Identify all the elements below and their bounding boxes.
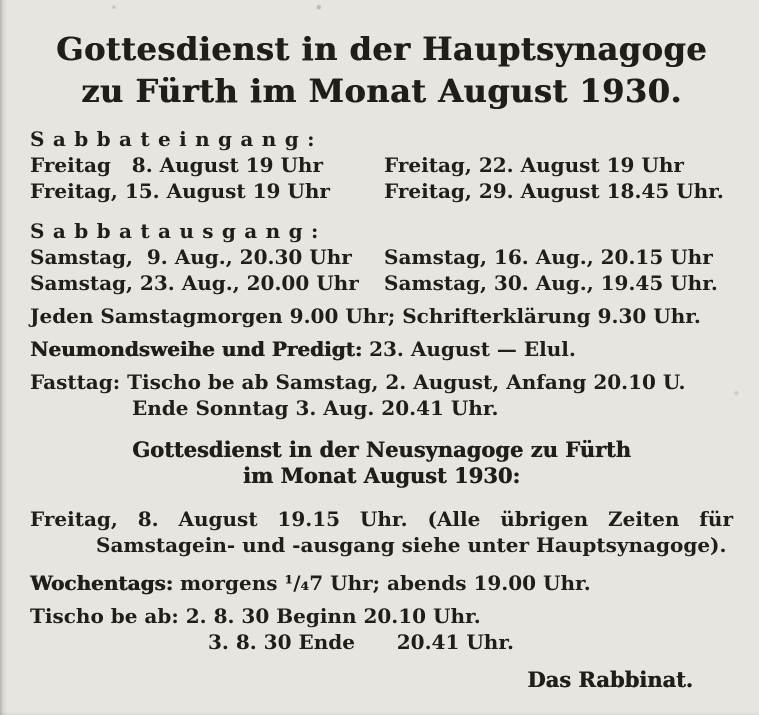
new-synagogue-title-line2: im Monat August 1930: xyxy=(242,463,521,488)
sabbath-exit-cell: Samstag, 30. Aug., 19.45 Uhr. xyxy=(384,271,718,295)
section-sabbath-exit xyxy=(30,218,733,329)
main-title-line2: zu Fürth im Monat August 1930. xyxy=(81,72,682,110)
sabbath-exit-cell: Samstag, 9. Aug., 20.30 Uhr xyxy=(30,245,352,269)
sabbath-entry-cell: Freitag, 15. August 19 Uhr xyxy=(30,179,330,203)
new-synagogue-title xyxy=(30,437,733,489)
sabbath-exit-cell: Samstag, 16. Aug., 20.15 Uhr xyxy=(384,245,713,269)
sabbath-exit-heading: Sabbatausgang: xyxy=(30,219,327,243)
fast-day-line1 xyxy=(30,369,733,395)
fast-day-line2: Ende Sonntag 3. Aug. 20.41 Uhr. xyxy=(132,396,499,420)
weekday-line xyxy=(30,570,733,596)
new-moon-value: 23. August — Elul. xyxy=(362,337,576,361)
tisha-bav-line1 xyxy=(30,603,733,629)
tisha-bav-block xyxy=(30,603,733,655)
weekday-value: morgens ¹/₄7 Uhr; abends 19.00 Uhr. xyxy=(172,571,591,596)
fast-day-value: Tischo be ab Samstag, 2. August, Anfang 20.10 U. xyxy=(120,370,686,394)
sabbath-entry-heading: Sabbateingang: xyxy=(30,127,323,151)
new-synagogue-title-line1: Gottesdienst in der Neusynagoge zu Fürth xyxy=(132,437,631,462)
friday-line1: Freitag, 8. August 19.15 Uhr. (Alle übrigen Zeiten für xyxy=(30,507,733,532)
main-title xyxy=(30,28,733,112)
saturday-morning-line: Jeden Samstagmorgen 9.00 Uhr; Schrifterklärung 9.30 Uhr. xyxy=(30,304,701,328)
sabbath-entry-cell: Freitag, 22. August 19 Uhr xyxy=(384,153,684,177)
sabbath-entry-cell: Freitag 8. August 19 Uhr xyxy=(30,153,323,177)
sabbath-exit-cell: Samstag, 23. Aug., 20.00 Uhr xyxy=(30,271,359,295)
tisha-bav-label: Tischo be ab: xyxy=(30,604,186,629)
sabbath-exit-row-1 xyxy=(30,244,733,270)
tisha-bav-begin: 2. 8. 30 Beginn 20.10 Uhr. xyxy=(185,604,481,629)
sabbath-entry-row-2 xyxy=(30,178,733,204)
friday-line2: Samstagein- und -ausgang siehe unter Hauptsynagoge). xyxy=(96,533,727,558)
new-moon-label: Neumondsweihe und Predigt: xyxy=(30,337,363,361)
sabbath-exit-row-2 xyxy=(30,270,733,296)
sabbath-entry-cell: Freitag, 29. August 18.45 Uhr. xyxy=(384,179,724,203)
tisha-bav-line2: 3. 8. 30 Ende 20.41 Uhr. xyxy=(208,630,514,655)
new-moon-line xyxy=(30,336,733,362)
signature: Das Rabbinat. xyxy=(527,667,693,693)
fast-day-label: Fasttag: xyxy=(30,370,121,394)
fast-day-block xyxy=(30,369,733,421)
weekday-label: Wochentags: xyxy=(30,571,173,596)
sabbath-entry-row-1 xyxy=(30,152,733,178)
new-synagogue-friday-block xyxy=(30,506,733,558)
section-sabbath-entry xyxy=(30,126,733,204)
main-title-line1: Gottesdienst in der Hauptsynagoge xyxy=(56,30,707,68)
